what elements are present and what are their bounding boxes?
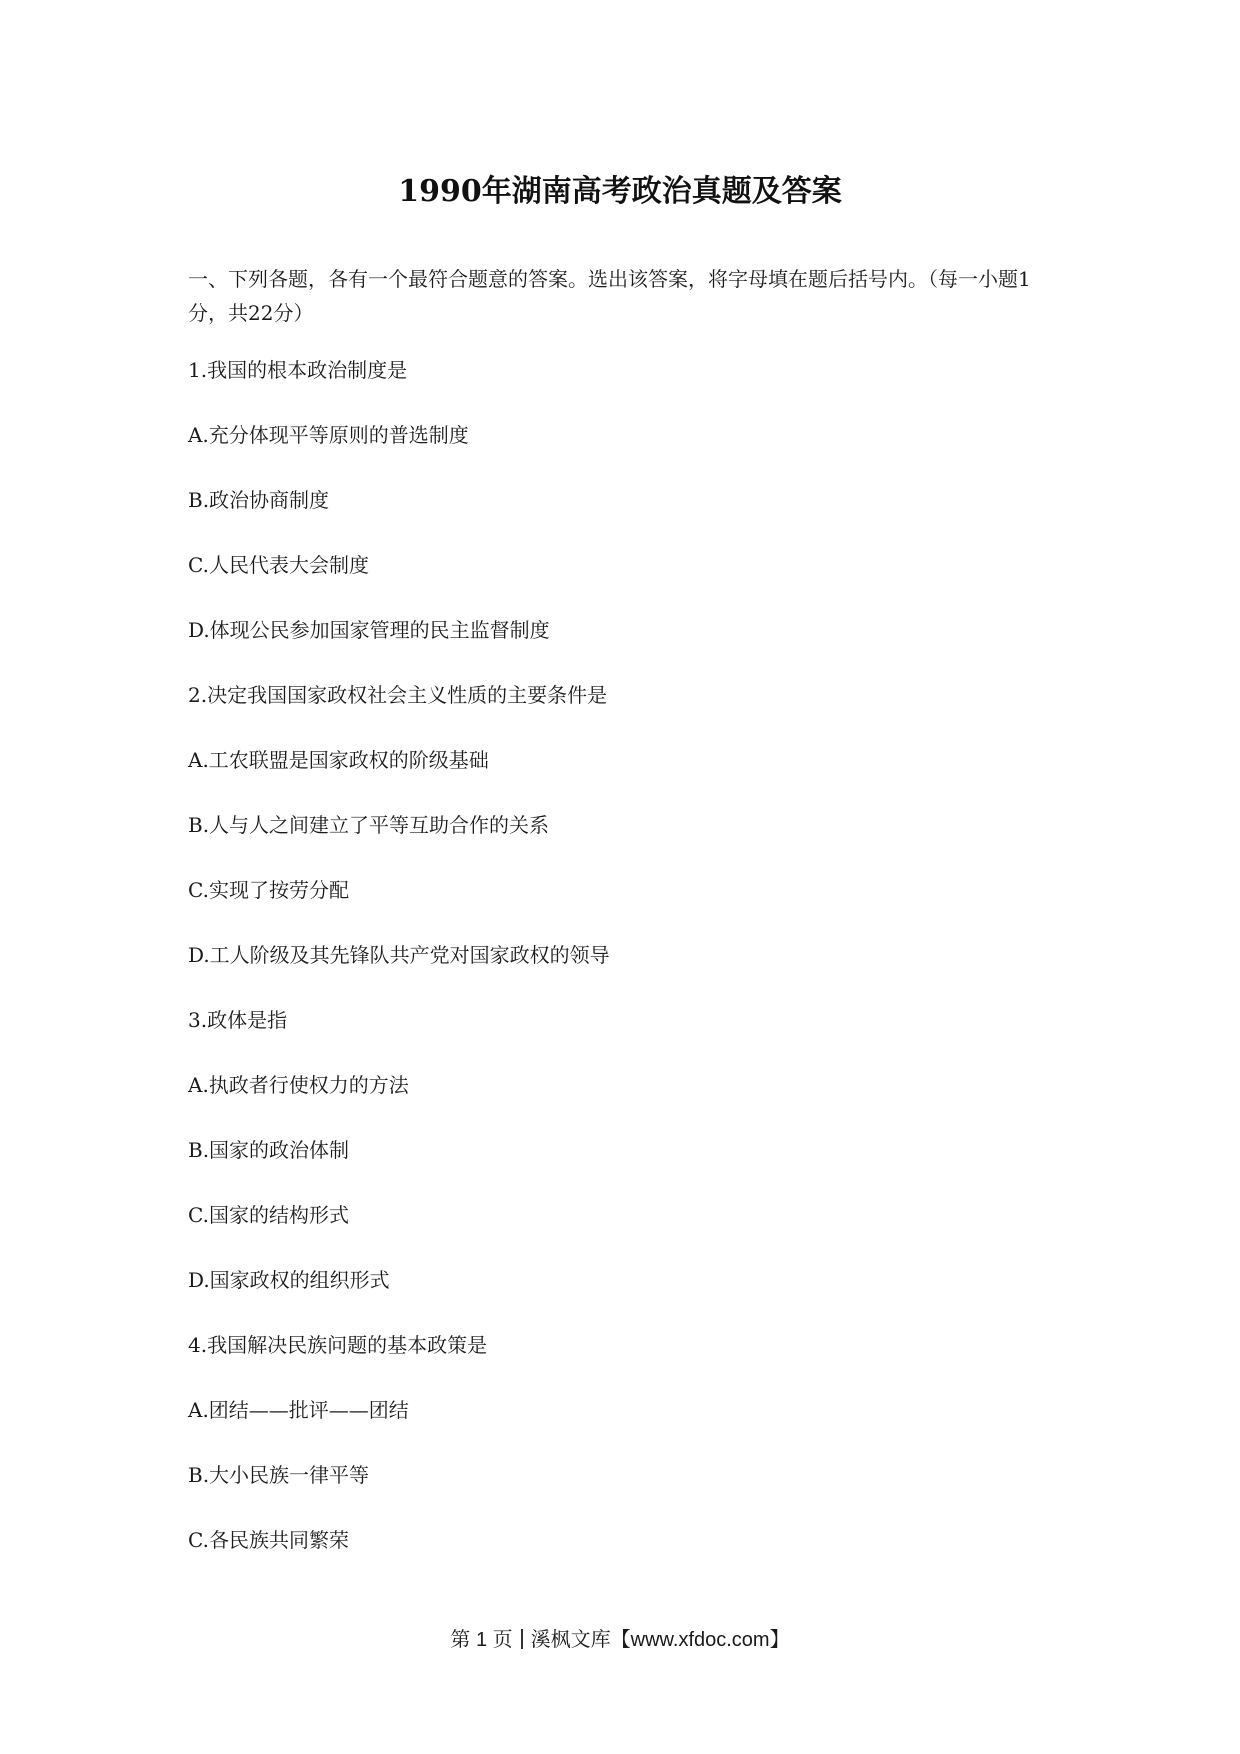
option-line: B.人与人之间建立了平等互助合作的关系: [188, 813, 550, 837]
question-line: 2.决定我国国家政权社会主义性质的主要条件是: [188, 683, 608, 707]
question-line: 1.我国的根本政治制度是: [188, 358, 408, 382]
option-line: D.工人阶级及其先锋队共产党对国家政权的领导: [188, 943, 610, 967]
section-instruction: 一、下列各题，各有一个最符合题意的答案。选出该答案，将字母填在题后括号内。（每一小题1分，共22分）: [188, 267, 1031, 325]
footer-divider: [521, 1629, 523, 1649]
question-line: 4.我国解决民族问题的基本政策是: [188, 1333, 488, 1357]
question-line: 3.政体是指: [188, 1008, 288, 1032]
option-line: D.体现公民参加国家管理的民主监督制度: [188, 618, 550, 642]
option-line: A.工农联盟是国家政权的阶级基础: [188, 748, 489, 772]
option-line: A.执政者行使权力的方法: [188, 1073, 409, 1097]
site-label: 溪枫文库【www.xfdoc.com】: [530, 1629, 790, 1651]
option-line: A.团结——批评——团结: [188, 1398, 409, 1422]
option-line: C.各民族共同繁荣: [188, 1528, 349, 1552]
option-line: B.政治协商制度: [188, 488, 330, 512]
option-line: B.大小民族一律平等: [188, 1463, 370, 1487]
option-line: B.国家的政治体制: [188, 1138, 350, 1162]
option-line: C.实现了按劳分配: [188, 878, 349, 902]
option-line: D.国家政权的组织形式: [188, 1268, 390, 1292]
page-title: 1990年湖南高考政治真题及答案: [398, 174, 842, 209]
page-footer: [0, 1626, 1240, 1654]
option-line: C.人民代表大会制度: [188, 553, 369, 577]
page-number: 第 1 页: [450, 1629, 513, 1651]
option-line: A.充分体现平等原则的普选制度: [188, 423, 469, 447]
option-line: C.国家的结构形式: [188, 1203, 349, 1227]
